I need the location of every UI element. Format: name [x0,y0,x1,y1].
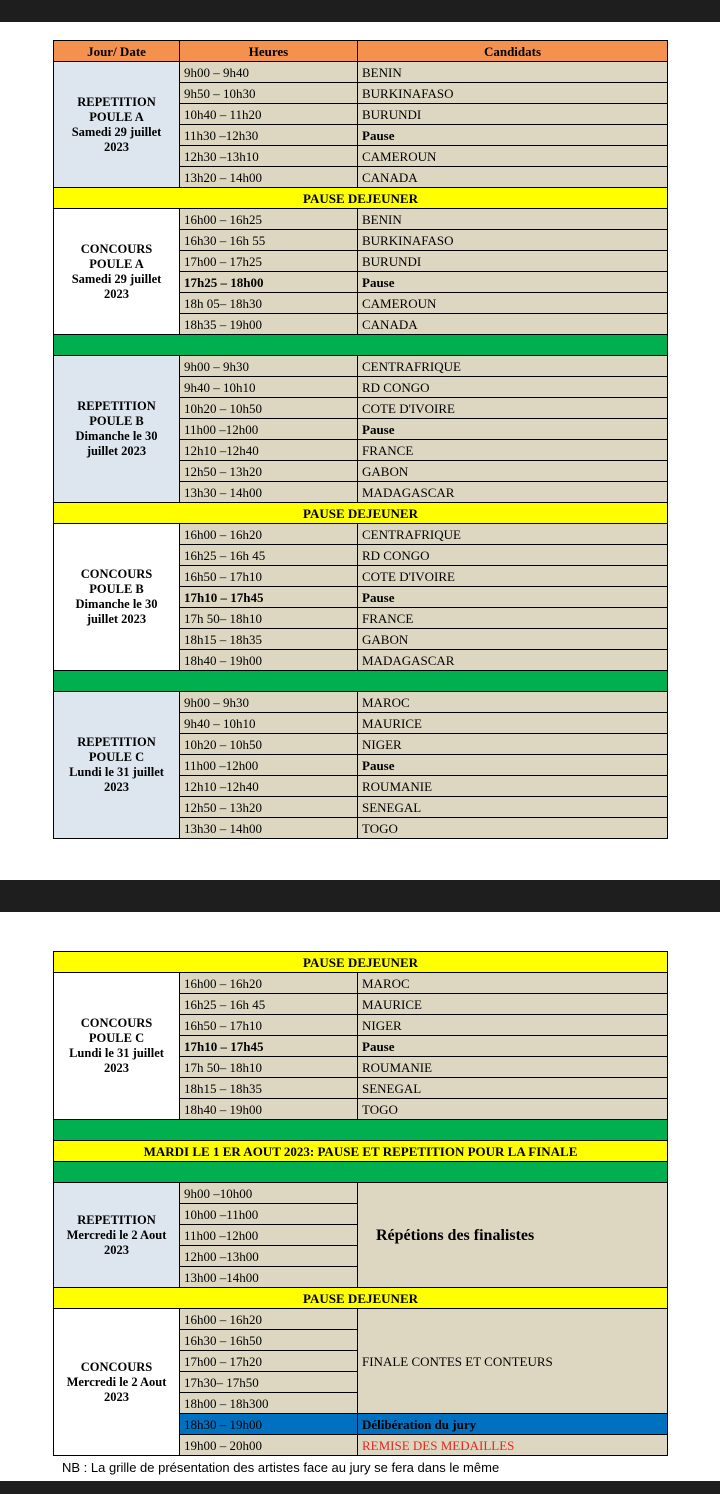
pause-dejeuner-banner: PAUSE DEJEUNER [54,188,668,209]
time-cell: 17h25 – 18h00 [180,272,358,293]
day-line: Lundi le 31 juillet [69,1046,164,1060]
candidate-cell: MADAGASCAR [358,482,668,503]
day-line: Samedi 29 juillet [71,271,162,286]
candidate-cell: FRANCE [358,608,668,629]
time-cell: 19h00 – 20h00 [180,1435,358,1456]
candidate-cell: MADAGASCAR [358,650,668,671]
deliberation-cell: Délibération du jury [358,1414,668,1435]
candidate-cell: FRANCE [358,440,668,461]
candidate-cell: ROUMANIE [358,1057,668,1078]
time-cell: 18h30 – 19h00 [180,1414,358,1435]
time-cell: 9h40 – 10h10 [180,713,358,734]
pause-dejeuner-banner: PAUSE DEJEUNER [54,952,668,973]
time-cell: 17h30– 17h50 [180,1372,358,1393]
time-cell: 16h00 – 16h20 [180,524,358,545]
day-line: REPETITION [77,399,156,413]
candidate-cell: CANADA [358,167,668,188]
day-line: CONCOURS [80,567,153,581]
candidate-cell: MAROC [358,973,668,994]
day-line: 2023 [104,780,129,794]
top-page-border [0,0,720,22]
day-line: 2023 [104,1242,129,1257]
time-cell: 17h00 – 17h20 [180,1351,358,1372]
day-line: 2023 [104,1061,129,1075]
candidate-cell: CAMEROUN [358,146,668,167]
day-line: REPETITION [77,94,156,109]
time-cell: 10h40 – 11h20 [180,104,358,125]
time-cell: 18h40 – 19h00 [180,1099,358,1120]
table-row [54,1183,668,1204]
candidate-cell: CENTRAFRIQUE [358,524,668,545]
schedule-table-page1 [53,40,668,839]
day-line: REPETITION [77,1212,156,1227]
day-line: POULE A [89,256,144,271]
bottom-page-border [0,1481,720,1494]
time-cell: 13h00 –14h00 [180,1267,358,1288]
table-row [54,356,668,377]
time-cell: 17h10 – 17h45 [180,587,358,608]
candidate-cell: MAURICE [358,713,668,734]
candidate-cell: TOGO [358,818,668,839]
time-cell: 18h35 – 19h00 [180,314,358,335]
time-cell: 16h30 – 16h50 [180,1330,358,1351]
time-cell: 9h50 – 10h30 [180,83,358,104]
day-line: POULE B [89,414,144,428]
header-row [54,41,668,62]
time-cell: 16h25 – 16h 45 [180,994,358,1015]
table-row [54,1288,668,1309]
pause-dejeuner-banner: PAUSE DEJEUNER [54,1288,668,1309]
candidate-cell: ROUMANIE [358,776,668,797]
day-line: CONCOURS [80,241,153,256]
table-row [54,973,668,994]
table-row [54,671,668,692]
schedule-table-page2 [53,951,668,1456]
candidate-cell: NIGER [358,1015,668,1036]
time-cell: 13h20 – 14h00 [180,167,358,188]
time-cell: 16h50 – 17h10 [180,1015,358,1036]
day-line: juillet 2023 [86,444,147,458]
table-row [54,1141,668,1162]
pause-dejeuner-banner: PAUSE DEJEUNER [54,503,668,524]
time-cell: 17h 50– 18h10 [180,1057,358,1078]
candidate-cell: SENEGAL [358,1078,668,1099]
day-line: 2023 [104,1389,129,1404]
candidate-cell: GABON [358,629,668,650]
page-separator [0,880,720,912]
candidate-cell: MAURICE [358,994,668,1015]
finalists-rehearsal-cell: Répétions des finalistes [358,1183,668,1288]
candidate-cell: BENIN [358,209,668,230]
table-row [54,1309,668,1330]
time-cell: 16h00 – 16h20 [180,973,358,994]
time-cell: 16h00 – 16h20 [180,1309,358,1330]
time-cell: 18h40 – 19h00 [180,650,358,671]
time-cell: 11h00 –12h00 [180,755,358,776]
table-row [54,1162,668,1183]
time-cell: 17h00 – 17h25 [180,251,358,272]
candidate-cell: BURKINAFASO [358,83,668,104]
time-cell: 12h50 – 13h20 [180,797,358,818]
candidate-cell: MAROC [358,692,668,713]
candidate-cell: RD CONGO [358,377,668,398]
time-cell: 13h30 – 14h00 [180,818,358,839]
time-cell: 16h30 – 16h 55 [180,230,358,251]
candidate-cell: GABON [358,461,668,482]
mardi-banner: MARDI LE 1 ER AOUT 2023: PAUSE ET REPETITION POUR LA FINALE [54,1141,668,1162]
day-date-cell [54,524,180,671]
time-cell: 17h 50– 18h10 [180,608,358,629]
day-date-cell [54,62,180,188]
day-line: CONCOURS [80,1016,153,1030]
remise-medailles-cell: REMISE DES MEDAILLES [358,1435,668,1456]
candidate-cell: CANADA [358,314,668,335]
day-line: Dimanche le 30 [75,597,158,611]
day-line: Mercredi le 2 Aout [66,1227,167,1242]
green-separator [54,335,668,356]
time-cell: 18h15 – 18h35 [180,629,358,650]
table-row [54,952,668,973]
day-line: POULE C [88,750,145,764]
time-cell: 12h00 –13h00 [180,1246,358,1267]
table-row [54,524,668,545]
day-line: Dimanche le 30 [75,429,158,443]
time-cell: 10h20 – 10h50 [180,398,358,419]
time-cell: 11h00 –12h00 [180,419,358,440]
candidate-cell: COTE D'IVOIRE [358,566,668,587]
time-cell: 9h00 – 9h40 [180,62,358,83]
day-date-cell [54,1309,180,1456]
day-line: Samedi 29 juillet [71,124,162,139]
day-line: 2023 [104,139,129,154]
candidate-cell: Pause [358,125,668,146]
time-cell: 10h20 – 10h50 [180,734,358,755]
time-cell: 18h 05– 18h30 [180,293,358,314]
day-line: juillet 2023 [86,612,147,626]
nb-note: NB : La grille de présentation des artistes face au jury se fera dans le même [62,1460,500,1475]
time-cell: 12h10 –12h40 [180,776,358,797]
time-cell: 16h25 – 16h 45 [180,545,358,566]
day-line: POULE C [88,1031,145,1045]
candidate-cell: COTE D'IVOIRE [358,398,668,419]
time-cell: 11h30 –12h30 [180,125,358,146]
candidate-cell: Pause [358,419,668,440]
candidate-cell: Pause [358,1036,668,1057]
day-date-cell [54,973,180,1120]
header-candidats: Candidats [358,41,668,62]
table-row [54,188,668,209]
candidate-cell: Pause [358,587,668,608]
green-separator [54,1162,668,1183]
table-row [54,503,668,524]
time-cell: 12h50 – 13h20 [180,461,358,482]
candidate-cell: NIGER [358,734,668,755]
candidate-cell: Pause [358,755,668,776]
time-cell: 10h00 –11h00 [180,1204,358,1225]
time-cell: 9h00 – 9h30 [180,692,358,713]
time-cell: 12h30 –13h10 [180,146,358,167]
day-line: Lundi le 31 juillet [69,765,164,779]
candidate-cell: SENEGAL [358,797,668,818]
day-date-cell [54,356,180,503]
time-cell: 13h30 – 14h00 [180,482,358,503]
time-cell: 17h10 – 17h45 [180,1036,358,1057]
day-line: 2023 [104,286,129,301]
day-line: CONCOURS [80,1359,153,1374]
green-separator [54,671,668,692]
time-cell: 9h00 – 9h30 [180,356,358,377]
time-cell: 11h00 –12h00 [180,1225,358,1246]
candidate-cell: TOGO [358,1099,668,1120]
day-line: POULE B [89,582,144,596]
table-row [54,1120,668,1141]
candidate-cell: BURUNDI [358,251,668,272]
table-row [54,335,668,356]
header-heures: Heures [180,41,358,62]
table-row [54,692,668,713]
time-cell: 16h00 – 16h25 [180,209,358,230]
time-cell: 12h10 –12h40 [180,440,358,461]
candidate-cell: Pause [358,272,668,293]
table-row [54,209,668,230]
candidate-cell: BURKINAFASO [358,230,668,251]
time-cell: 9h00 –10h00 [180,1183,358,1204]
day-line: POULE A [89,109,144,124]
candidate-cell: BURUNDI [358,104,668,125]
time-cell: 18h00 – 18h300 [180,1393,358,1414]
day-line: REPETITION [77,735,156,749]
table-row [54,62,668,83]
candidate-cell: CAMEROUN [358,293,668,314]
header-jour-date: Jour/ Date [54,41,180,62]
day-date-cell [54,1183,180,1288]
time-cell: 9h40 – 10h10 [180,377,358,398]
candidate-cell: BENIN [358,62,668,83]
day-date-cell [54,209,180,335]
candidate-cell: CENTRAFRIQUE [358,356,668,377]
time-cell: 16h50 – 17h10 [180,566,358,587]
time-cell: 18h15 – 18h35 [180,1078,358,1099]
day-date-cell [54,692,180,839]
finale-cell: FINALE CONTES ET CONTEURS [358,1309,668,1414]
green-separator [54,1120,668,1141]
candidate-cell: RD CONGO [358,545,668,566]
day-line: Mercredi le 2 Aout [66,1374,167,1389]
